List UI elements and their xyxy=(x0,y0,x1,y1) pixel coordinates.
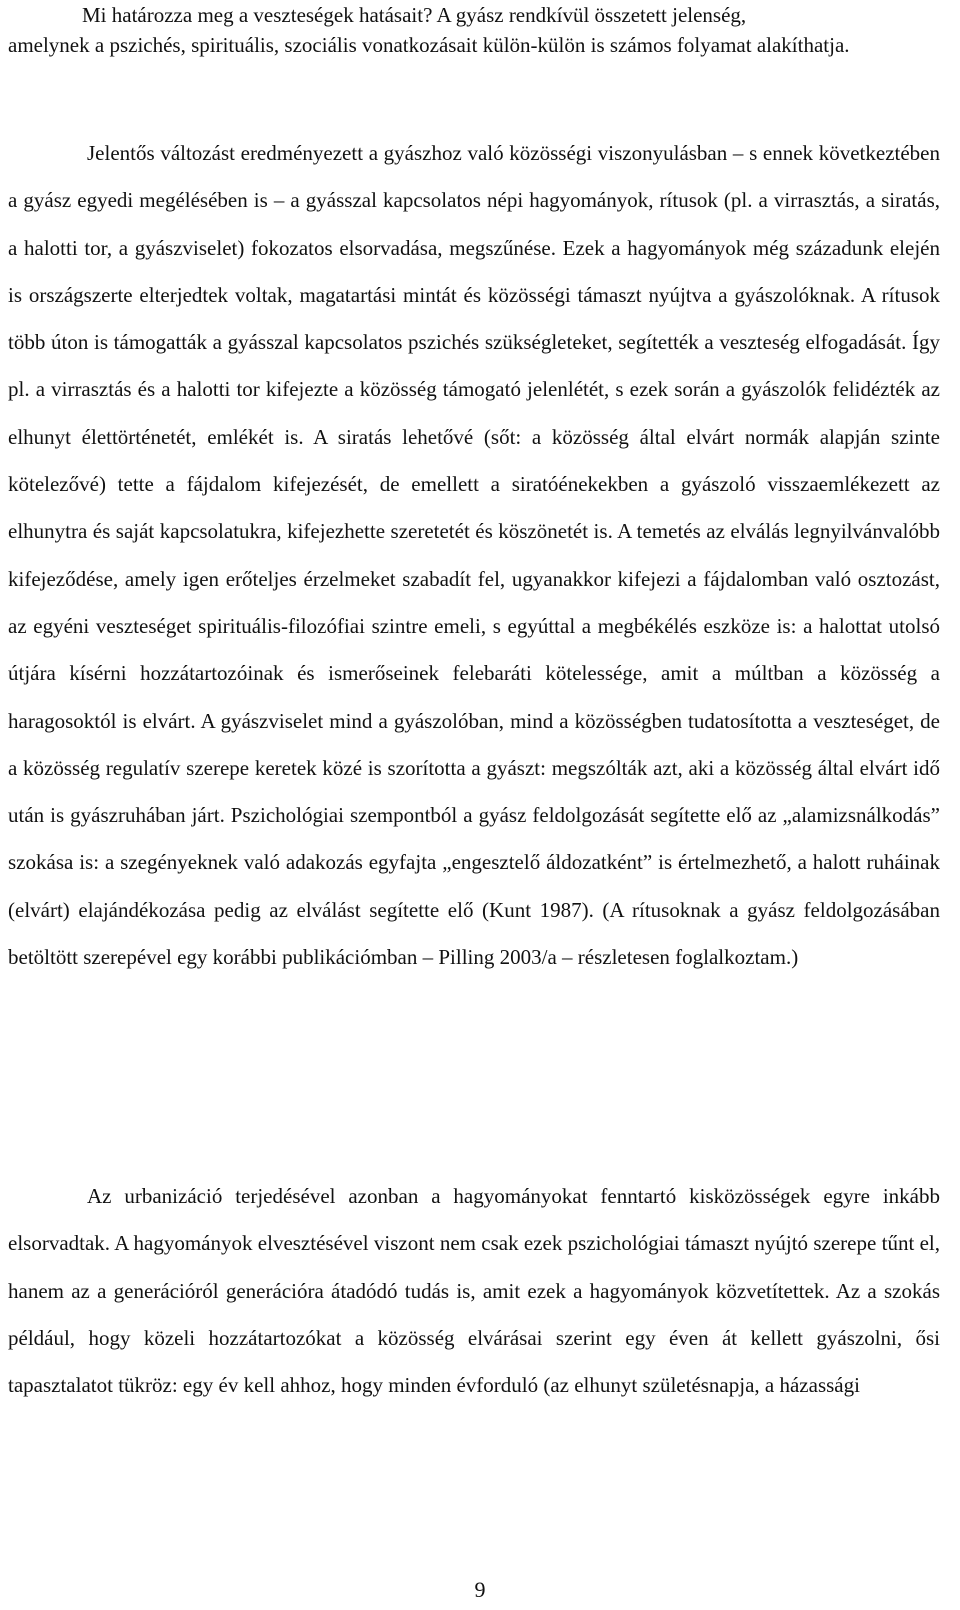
paragraph-1-continuation: amelynek a pszichés, spirituális, szociális vonatkozásait külön-külön is számos folyamat alakíthatja. xyxy=(8,33,850,57)
page-number: 9 xyxy=(474,1577,486,1602)
paragraph-1-first-line: Mi határozza meg a veszteségek hatásait? A gyász rendkívül összetett jelenség, xyxy=(82,3,747,27)
paragraph-2: Jelentős változást eredményezett a gyászhoz való közösségi viszonyulásban – s ennek következtében a gyász egyedi megélésében is – a gyásszal kapcsolatos népi hagyományok, rítusok (pl. a virrasztás, a siratás, a halotti tor, a gyászviselet) fokozatos elsorvadása, megszűnése. Ezek a hagyományok még századunk elején is országszerte elterjedtek voltak, magatartási mintát és közösségi támaszt nyújtva a gyászolóknak. A rítusok több úton is támogatták a gyásszal kapcsolatos pszichés szükségleteket, segítették a veszteség elfogadását. Így pl. a virrasztás és a halotti tor kifejezte a közösség támogató jelenlétét, s ezek során a gyászolók felidézték az elhunyt élettörténetét, emlékét is. A siratás lehetővé (sőt: a közösség által elvárt normák alapján szinte kötelezővé) tette a fájdalom kifejezését, de emellett a siratóénekekben a gyászoló visszaemlékezett az elhunytra és saját kapcsolatukra, kifejezhette szeretetét és köszönetét is. A temetés az elválás legnyilvánvalóbb kifejeződése, amely igen erőteljes érzelmeket szabadít fel, ugyanakkor kifejezi a fájdalomban való osztozást, az egyéni veszteséget spirituális-filozófiai szintre emeli, s egyúttal a megbékélés eszköze is: a halottat utolsó útjára kísérni hozzátartozóinak és ismerőseinek felebaráti kötelessége, amit a múltban a közösség a haragosoktól is elvárt. A gyászviselet mind a gyászolóban, mind a közösségben tudatosította a veszteséget, de a közösség regulatív szerepe keretek közé is szorította a gyászt: megszólták azt, aki a közösség által elvárt idő után is gyászruhában járt. Pszichológiai szempontból a gyász feldolgozását segítette elő az „alamizsnálkodás” szokása is: a szegényeknek való adakozás egyfajta „engesztelő áldozatként” is értelmezhető, a halott ruháinak (elvárt) elajándékozása pedig az elválást segítette elő (Kunt 1987). (A rítusoknak a gyász feldolgozásában betöltött szerepével egy korábbi publikációmban – Pilling 2003/a – részletesen foglalkoztam.) xyxy=(8,141,940,970)
paragraph-3: Az urbanizáció terjedésével azonban a hagyományokat fenntartó kisközösségek egyre inkább elsorvadtak. A hagyományok elvesztésével viszont nem csak ezek pszichológiai támaszt nyújtó szerepe tűnt el, hanem az a generációról generációra átadódó tudás is, amit ezek a hagyományok közvetítettek. Az a szokás például, hogy közeli hozzátartozókat a közösség elvárásai szerint egy éven át kellett gyászolni, ősi tapasztalatot tükröz: egy év kell ahhoz, hogy minden évforduló (az elhunyt születésnapja, a házassági xyxy=(8,1184,940,1398)
